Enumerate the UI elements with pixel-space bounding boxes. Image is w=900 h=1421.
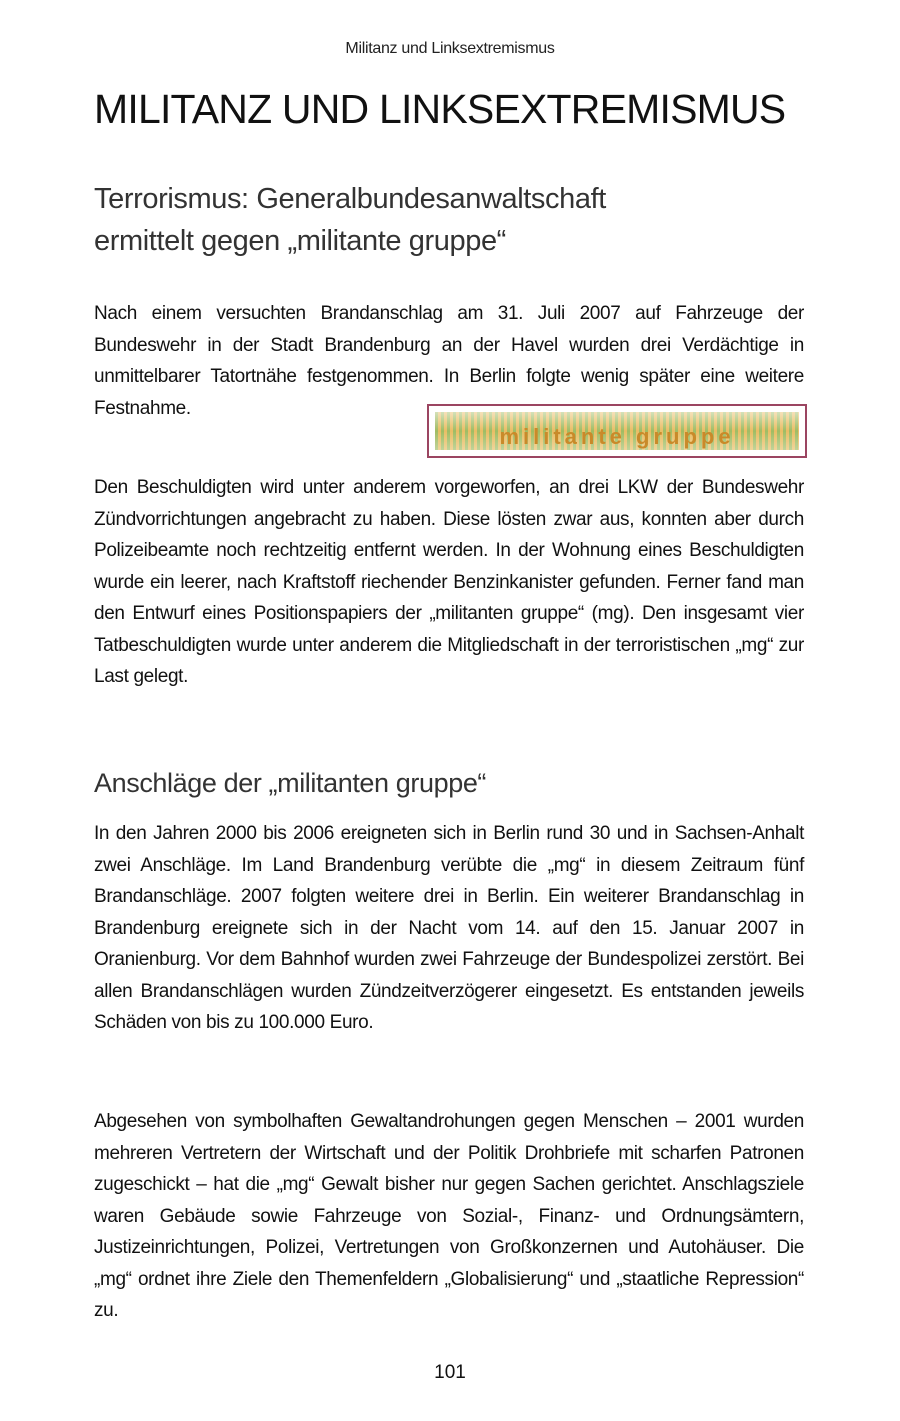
section-title-anschlaege: Anschläge der „militanten gruppe“ — [94, 768, 487, 798]
page-number: 101 — [434, 1362, 466, 1383]
section-title-line-2: ermittelt gegen „militante gruppe“ — [94, 225, 506, 257]
logo-wordmark: militante gruppe — [499, 424, 735, 449]
paragraph-arrests: Nach einem versuchten Brandanschlag am 31. Juli 2007 auf Fahrzeuge der Bundeswehr in der Stadt Brandenburg an der Havel wurden drei Verdächtige in unmittelbarer Tatortnähe festgenommen. In Berlin folgte wenig später eine weitere Festnahme. — [94, 303, 804, 419]
section-title-line-1: Terrorismus: Generalbundesanwaltschaft — [94, 183, 606, 215]
chapter-title: MILITANZ UND LINKSEXTREMISMUS — [94, 86, 786, 132]
paragraph-attacks: In den Jahren 2000 bis 2006 ereigneten sich in Berlin rund 30 und in Sachsen-Anhalt zwei Anschläge. Im Land Brandenburg verübte die „mg“ in diesem Zeitraum fünf Brandanschläge. 2007 folgten weitere drei in Berlin. Ein weiterer Brandanschlag in Brandenburg ereignete sich in der Nacht vom 14. auf den 15. Januar 2007 in Oranienburg. Vor dem Bahnhof wurden zwei Fahrzeuge der Bundespolizei zerstört. Bei allen Brandanschlägen wurden Zündzeitverzögerer eingesetzt. Es entstanden jeweils Schäden von bis zu 100.000 Euro. — [94, 823, 804, 1033]
paragraph-targets: Abgesehen von symbolhaften Gewaltandrohungen gegen Menschen – 2001 wurden mehreren Vertretern der Wirtschaft und der Politik Drohbriefe mit scharfen Patronen zugeschickt – hat die „mg“ Gewalt bisher nur gegen Sachen gerichtet. Anschlagsziele waren Gebäude sowie Fahrzeuge von Sozial-, Finanz- und Ordnungsämtern, Justizeinrichtungen, Polizei, Vertretungen von Großkonzernen und Autohäuser. Die „mg“ ordnet ihre Ziele den Themenfeldern „Globalisierung“ und „staatliche Repression“ zu. — [94, 1111, 804, 1321]
section-title-terrorismus — [94, 178, 606, 262]
paragraph-accusations: Den Beschuldigten wird unter anderem vorgeworfen, an drei LKW der Bundeswehr Zündvorrichtungen angebracht zu haben. Diese lösten zwar aus, konnten aber durch Polizeibeamte noch rechtzeitig entfernt werden. In der Wohnung eines Beschuldigten wurde ein leerer, nach Kraftstoff riechender Benzinkanister gefunden. Ferner fand man den Entwurf eines Positionspapiers der „militanten gruppe“ (mg). Den insgesamt vier Tatbeschuldigten wurde unter anderem die Mitgliedschaft in der terroristischen „mg“ zur Last gelegt. — [94, 477, 804, 687]
militante-gruppe-logo-image — [427, 404, 807, 458]
running-header: Militanz und Linksextremismus — [345, 40, 555, 57]
